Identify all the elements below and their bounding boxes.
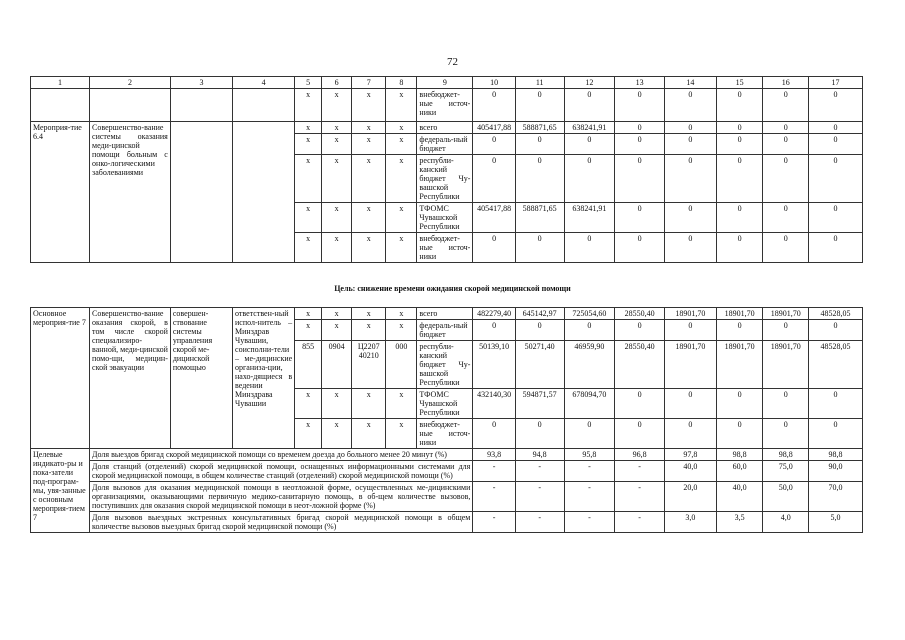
indicator-text: Доля вызовов для оказания медицинской помощи в неотложной форме, осуществленных ме-дицинскими организациями, оказывающими первичную медико-санитарную помощь, в об-щем количестве вызовов, поступивших для оказания скорой медицинской помощи в неот-ложной форме (%) [90,482,473,512]
table-main-measure-7 [30,307,863,533]
value-cell: 0 [763,203,809,233]
column-number: 17 [809,77,863,89]
kbk-cell: x [352,134,386,155]
value-cell: 678094,70 [564,389,615,419]
value-cell: 0 [763,389,809,419]
kbk-cell: x [386,122,417,134]
funding-source: внебюджет-ные источ-ники [417,419,473,449]
value-cell: 0 [515,419,564,449]
value-cell: 0 [665,389,717,419]
kbk-cell: x [322,233,352,263]
value-cell: 0 [763,89,809,122]
column-number: 10 [473,77,515,89]
kbk-cell: x [352,89,386,122]
value-cell: 93,8 [473,449,515,461]
value-cell: 0 [809,89,863,122]
value-cell: 98,8 [716,449,763,461]
value-cell: 75,0 [763,461,809,482]
indicators-label: Целевые индикато-ры и пока-затели под-програм-мы, увя-занные с основным мероприя-тием 7 [31,449,90,533]
value-cell: 594871,57 [515,389,564,419]
empty-cell [233,89,295,122]
column-number: 5 [295,77,322,89]
kbk-cell: x [295,419,322,449]
kbk-cell: x [352,419,386,449]
value-cell: 18901,70 [763,308,809,320]
value-cell: 28550,40 [615,341,665,389]
main-measure-executor: ответствен-ный испол-нитель – Минздрав Чувашии, соисполни-тели – ме-дицинские организа-ции, нахо-дящиеся в ведении Минздрава Чувашии [233,308,295,449]
value-cell: 20,0 [665,482,717,512]
value-cell: 18901,70 [716,308,763,320]
value-cell: 0 [615,122,665,134]
value-cell: 0 [716,122,763,134]
value-cell: 0 [473,233,515,263]
kbk-cell: x [295,89,322,122]
kbk-cell: x [352,155,386,203]
kbk-cell: 0904 [322,341,352,389]
value-cell: 96,8 [615,449,665,461]
value-cell: 40,0 [665,461,717,482]
value-cell: 40,0 [716,482,763,512]
value-cell: 0 [716,89,763,122]
value-cell: - [615,512,665,533]
column-number: 13 [615,77,665,89]
value-cell: 3,5 [716,512,763,533]
value-cell: - [615,482,665,512]
kbk-cell: Ц2207 40210 [352,341,386,389]
value-cell: 638241,91 [564,122,615,134]
value-cell: 0 [564,233,615,263]
column-number: 3 [170,77,232,89]
value-cell: 0 [473,419,515,449]
funding-source: республи-канский бюджет Чу-вашской Республики [417,155,473,203]
value-cell: 0 [473,134,515,155]
column-number: 16 [763,77,809,89]
value-cell: 0 [515,233,564,263]
value-cell: 0 [716,389,763,419]
indicator-text: Доля станций (отделений) скорой медицинской помощи, оснащенных информационными системами для скорой медицинской помощи, в общем количестве станций (отделений) скорой медицинской помощи (%) [90,461,473,482]
value-cell: 0 [809,389,863,419]
value-cell: 0 [564,155,615,203]
kbk-cell: x [352,308,386,320]
kbk-cell: x [386,389,417,419]
value-cell: 588871,65 [515,122,564,134]
value-cell: 0 [564,320,615,341]
kbk-cell: x [322,155,352,203]
value-cell: 638241,91 [564,203,615,233]
value-cell: 48528,05 [809,341,863,389]
kbk-cell: x [352,233,386,263]
column-number: 6 [322,77,352,89]
indicator-text: Доля выездов бригад скорой медицинской помощи со временем доезда до больного менее 20 минут (%) [90,449,473,461]
value-cell: 725054,60 [564,308,615,320]
value-cell: 0 [615,134,665,155]
value-cell: 432140,30 [473,389,515,419]
value-cell: 90,0 [809,461,863,482]
value-cell: 18901,70 [665,341,717,389]
kbk-cell: x [322,389,352,419]
kbk-cell: x [386,203,417,233]
empty-cell [170,122,232,263]
kbk-cell: x [295,122,322,134]
kbk-cell: x [322,320,352,341]
value-cell: 0 [665,134,717,155]
value-cell: - [515,512,564,533]
funding-source: федераль-ный бюджет [417,320,473,341]
funding-source: федераль-ный бюджет [417,134,473,155]
value-cell: - [473,482,515,512]
kbk-cell: x [386,308,417,320]
main-measure-task: совершен-ствование системы управления скорой ме-дицинской помощью [170,308,232,449]
column-number: 9 [417,77,473,89]
value-cell: 50271,40 [515,341,564,389]
indicator-text: Доля вызовов выездных экстренных консультативных бригад скорой медицинской помощи в общем количестве вызовов выездных бригад скорой медицинской помощи (%) [90,512,473,533]
value-cell: 0 [665,320,717,341]
main-measure-label: Основное мероприя-тие 7 [31,308,90,449]
value-cell: - [515,461,564,482]
column-number: 11 [515,77,564,89]
column-number: 1 [31,77,90,89]
kbk-cell: x [322,419,352,449]
value-cell: 0 [515,89,564,122]
value-cell: 60,0 [716,461,763,482]
value-cell: 0 [615,203,665,233]
value-cell: 0 [716,320,763,341]
empty-cell [31,89,90,122]
value-cell: 0 [665,122,717,134]
kbk-cell: x [295,389,322,419]
value-cell: 28550,40 [615,308,665,320]
value-cell: 94,8 [515,449,564,461]
value-cell: 0 [665,203,717,233]
value-cell: 0 [763,134,809,155]
funding-source: ТФОМС Чувашской Республики [417,203,473,233]
value-cell: 0 [615,320,665,341]
indicator-row [31,482,863,512]
funding-source: республи-канский бюджет Чу-вашской Республики [417,341,473,389]
goal-caption: Цель: снижение времени ожидания скорой медицинской помощи [334,284,571,293]
kbk-cell: x [322,308,352,320]
value-cell: 5,0 [809,512,863,533]
kbk-cell: x [322,203,352,233]
value-cell: 50139,10 [473,341,515,389]
value-cell: - [564,461,615,482]
kbk-cell: x [352,203,386,233]
kbk-cell: x [295,233,322,263]
value-cell: 0 [716,134,763,155]
kbk-cell: x [352,389,386,419]
kbk-cell: 855 [295,341,322,389]
value-cell: - [473,461,515,482]
empty-cell [233,122,295,263]
kbk-cell: x [295,320,322,341]
kbk-cell: x [352,320,386,341]
funding-source: всего [417,308,473,320]
kbk-cell: x [386,233,417,263]
value-cell: 0 [763,233,809,263]
value-cell: 50,0 [763,482,809,512]
main-measure-name: Совершенство-вание оказания скорой, в том числе скорой специализиро-ванной, меди-цинской помо-щи, медицин-ской эвакуации [90,308,171,449]
kbk-cell: x [295,134,322,155]
value-cell: 0 [809,320,863,341]
value-cell: 0 [716,419,763,449]
kbk-cell: 000 [386,341,417,389]
value-cell: 0 [615,419,665,449]
kbk-cell: x [322,89,352,122]
value-cell: 0 [763,155,809,203]
value-cell: 0 [473,155,515,203]
indicator-row [31,512,863,533]
table-measure-6-4 [30,76,863,263]
column-number: 4 [233,77,295,89]
value-cell: - [564,482,615,512]
funding-source: внебюджет-ные источ-ники [417,89,473,122]
value-cell: 0 [564,89,615,122]
indicator-row [31,461,863,482]
value-cell: 48528,05 [809,308,863,320]
empty-cell [170,89,232,122]
kbk-cell: x [386,419,417,449]
value-cell: 18901,70 [716,341,763,389]
value-cell: 70,0 [809,482,863,512]
value-cell: 0 [809,122,863,134]
value-cell: 0 [473,320,515,341]
kbk-cell: x [352,122,386,134]
value-cell: 0 [665,89,717,122]
value-cell: 98,8 [809,449,863,461]
value-cell: 0 [763,122,809,134]
kbk-cell: x [295,203,322,233]
value-cell: 0 [809,419,863,449]
value-cell: 0 [473,89,515,122]
kbk-cell: x [386,89,417,122]
column-number: 12 [564,77,615,89]
column-number: 8 [386,77,417,89]
value-cell: - [515,482,564,512]
value-cell: - [564,512,615,533]
value-cell: 0 [665,419,717,449]
kbk-cell: x [322,134,352,155]
indicator-row [31,449,863,461]
value-cell: 0 [515,155,564,203]
value-cell: 405417,88 [473,203,515,233]
value-cell: 95,8 [564,449,615,461]
value-cell: - [473,512,515,533]
value-cell: - [615,461,665,482]
value-cell: 0 [515,320,564,341]
measure-label: Мероприя-тие 6.4 [31,122,90,263]
value-cell: 0 [665,233,717,263]
value-cell: 18901,70 [763,341,809,389]
table-row [31,122,863,134]
value-cell: 0 [763,419,809,449]
value-cell: 46959,90 [564,341,615,389]
value-cell: 18901,70 [665,308,717,320]
value-cell: 0 [564,134,615,155]
kbk-cell: x [322,122,352,134]
column-number: 15 [716,77,763,89]
funding-source: всего [417,122,473,134]
measure-name: Совершенство-вание системы оказания меди-цинской помощи больным с онко-логическими заболеваниями [90,122,171,263]
value-cell: 0 [809,233,863,263]
table-row [31,89,863,122]
value-cell: 3,0 [665,512,717,533]
value-cell: 0 [564,419,615,449]
page-number: 72 [447,56,458,68]
kbk-cell: x [386,320,417,341]
value-cell: 0 [615,155,665,203]
value-cell: 588871,65 [515,203,564,233]
kbk-cell: x [295,308,322,320]
funding-source: внебюджет-ные источ-ники [417,233,473,263]
kbk-cell: x [386,134,417,155]
column-number: 14 [665,77,717,89]
value-cell: 0 [716,155,763,203]
value-cell: 0 [515,134,564,155]
value-cell: 0 [665,155,717,203]
value-cell: 0 [763,320,809,341]
value-cell: 0 [809,134,863,155]
value-cell: 4,0 [763,512,809,533]
value-cell: 97,8 [665,449,717,461]
value-cell: 645142,97 [515,308,564,320]
column-number: 7 [352,77,386,89]
value-cell: 0 [809,203,863,233]
column-number: 2 [90,77,171,89]
header-row [31,77,863,89]
value-cell: 0 [716,233,763,263]
funding-source: ТФОМС Чувашской Республики [417,389,473,419]
value-cell: 0 [809,155,863,203]
value-cell: 0 [615,89,665,122]
value-cell: 0 [615,389,665,419]
table-row [31,308,863,320]
empty-cell [90,89,171,122]
value-cell: 405417,88 [473,122,515,134]
value-cell: 0 [615,233,665,263]
kbk-cell: x [295,155,322,203]
value-cell: 482279,40 [473,308,515,320]
kbk-cell: x [386,155,417,203]
value-cell: 98,8 [763,449,809,461]
value-cell: 0 [716,203,763,233]
